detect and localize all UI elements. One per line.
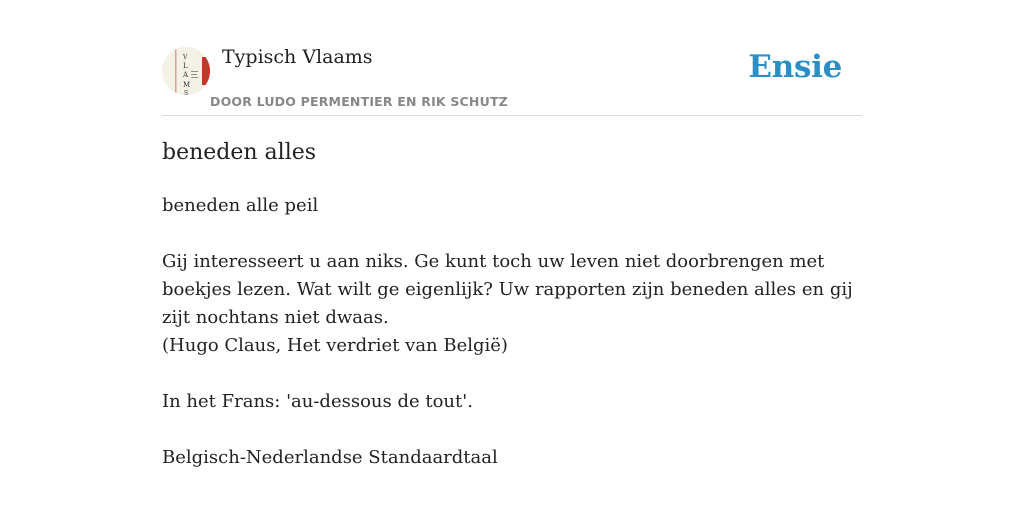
vlaams-book-cover-icon[interactable] [162, 47, 210, 95]
entry-meaning: beneden alle peil [162, 195, 319, 216]
entry-register: Belgisch-Nederlandse Standaardtaal [162, 447, 498, 468]
svg-text:A: A [183, 71, 189, 79]
source-byline: DOOR LUDO PERMENTIER EN RIK SCHUTZ [210, 94, 508, 109]
example-attribution: (Hugo Claus, Het verdriet van België) [162, 335, 508, 356]
svg-text:L: L [183, 62, 188, 70]
entry-definition [162, 192, 862, 500]
entry-term: beneden alles [162, 140, 317, 165]
example-quote: Gij interesseert u aan niks. Ge kunt toch uw leven niet doorbrengen met boekjes lezen. Wat wilt ge eigenlijk? Uw rapporten zijn beneden alles en gij zijt nochtans niet dwaas. [162, 251, 853, 328]
svg-text:S: S [184, 90, 189, 95]
svg-text:V: V [183, 54, 188, 61]
entry-french-note: In het Frans: 'au-dessous de tout'. [162, 391, 473, 412]
ensie-logo-link[interactable]: Ensie [748, 49, 842, 85]
svg-text:M: M [183, 81, 191, 89]
source-header [162, 0, 862, 116]
entry-example [162, 248, 862, 360]
source-title[interactable]: Typisch Vlaams [222, 46, 373, 68]
page-container [162, 0, 862, 468]
